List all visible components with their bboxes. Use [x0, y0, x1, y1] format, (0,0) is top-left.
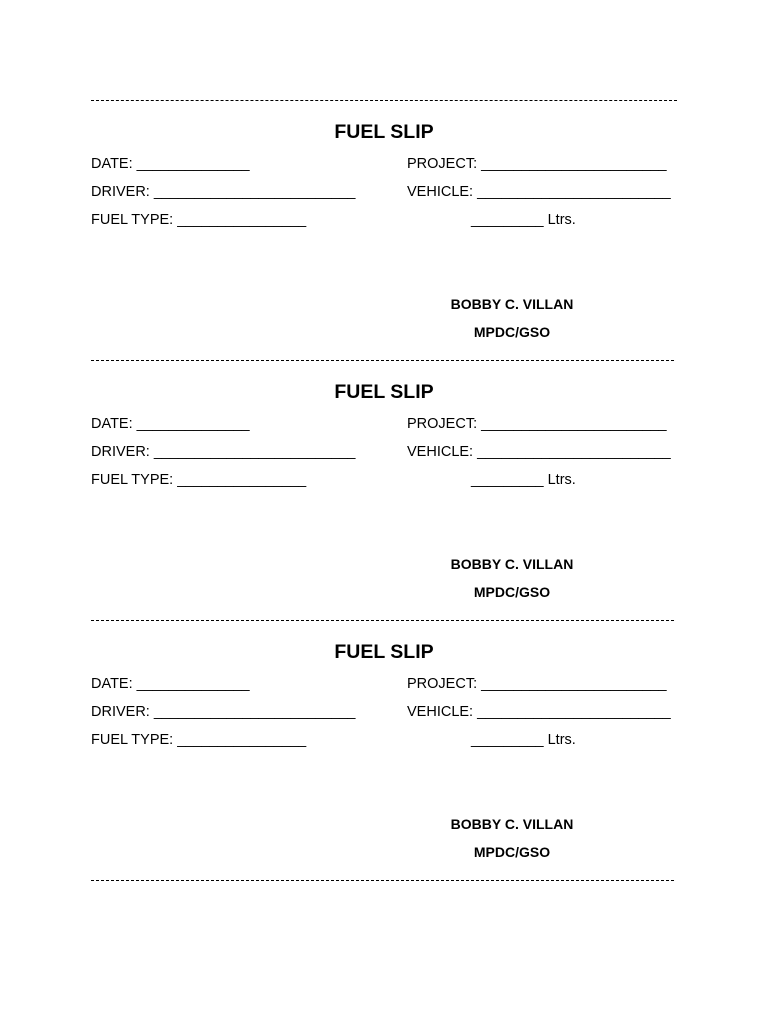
signer-office: MPDC/GSO	[473, 584, 551, 600]
fuel-type-field: FUEL TYPE: ________________	[91, 212, 307, 228]
slip-title: FUEL SLIP	[334, 381, 434, 403]
project-field: PROJECT: _______________________	[407, 156, 667, 172]
signer-office: MPDC/GSO	[473, 324, 551, 340]
signer-name: BOBBY C. VILLAN	[450, 296, 574, 312]
liters-field: _________ Ltrs.	[471, 212, 576, 228]
liters-field: _________ Ltrs.	[471, 472, 576, 488]
driver-field: DRIVER: _________________________	[91, 184, 356, 200]
slip-title: FUEL SLIP	[334, 641, 434, 663]
fuel-slip-1	[0, 100, 768, 360]
fuel-slip-3	[0, 620, 768, 880]
vehicle-field: VEHICLE: ________________________	[407, 704, 671, 720]
date-field: DATE: ______________	[91, 676, 250, 692]
signer-name: BOBBY C. VILLAN	[450, 816, 574, 832]
date-field: DATE: ______________	[91, 156, 250, 172]
project-field: PROJECT: _______________________	[407, 676, 667, 692]
signer-name: BOBBY C. VILLAN	[450, 556, 574, 572]
driver-field: DRIVER: _________________________	[91, 444, 356, 460]
fuel-slip-2	[0, 360, 768, 620]
date-field: DATE: ______________	[91, 416, 250, 432]
signer-office: MPDC/GSO	[473, 844, 551, 860]
cut-line-bottom	[91, 880, 674, 881]
driver-field: DRIVER: _________________________	[91, 704, 356, 720]
project-field: PROJECT: _______________________	[407, 416, 667, 432]
vehicle-field: VEHICLE: ________________________	[407, 184, 671, 200]
fuel-type-field: FUEL TYPE: ________________	[91, 472, 307, 488]
liters-field: _________ Ltrs.	[471, 732, 576, 748]
vehicle-field: VEHICLE: ________________________	[407, 444, 671, 460]
slip-title: FUEL SLIP	[334, 121, 434, 143]
fuel-type-field: FUEL TYPE: ________________	[91, 732, 307, 748]
